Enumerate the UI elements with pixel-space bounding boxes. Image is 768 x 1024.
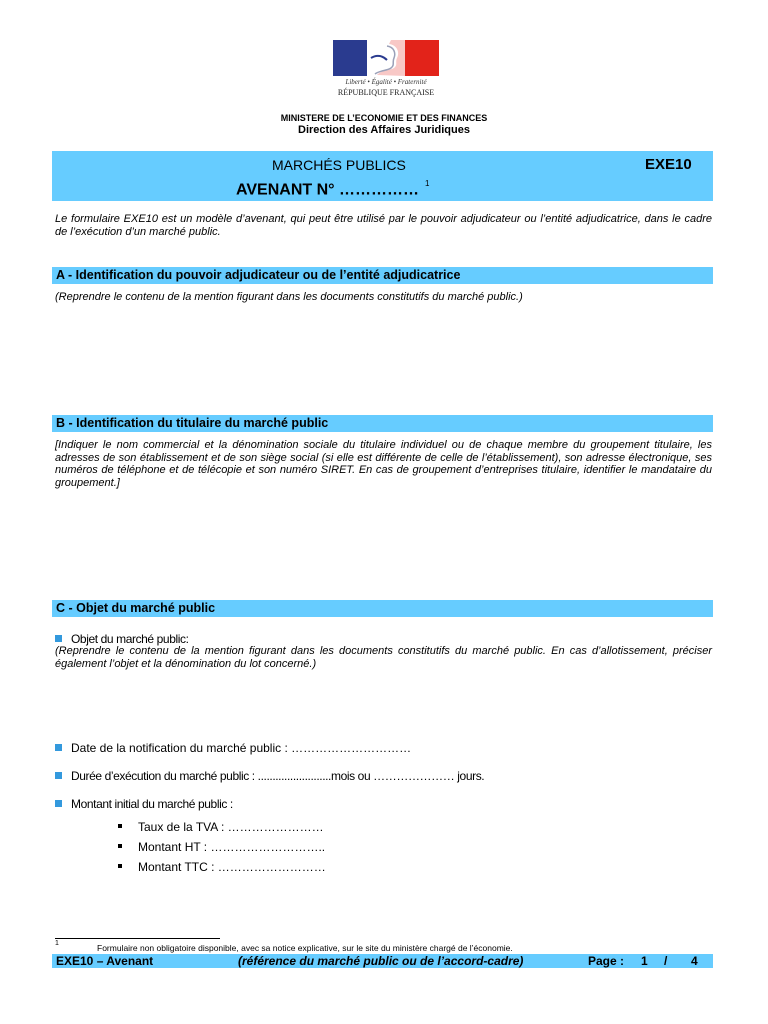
date-label: Date de la notification du marché public : ………………………… [71, 741, 412, 755]
footnote-number: 1 [55, 940, 59, 947]
bullet-icon [118, 824, 122, 828]
republic-logo [333, 40, 439, 104]
footer-page-total: 4 [691, 954, 698, 968]
section-b-note: [Indiquer le nom commercial et la dénomination sociale du titulaire individuel ou de chaque membre du groupement titulaire, les adresses de son établissement et de son siège social (si elle est différente de celle de l’établissement), son adresse électronique, ses numéros de téléphone et de télécopie et son numéro SIRET. En cas de groupement d’entreprises titulaire, identifier le mandataire du groupement.] [55, 439, 712, 489]
montant-label: Montant initial du marché public : [71, 797, 233, 811]
footnote-separator [55, 938, 220, 939]
date-item [55, 741, 411, 755]
tva-label: Taux de la TVA : …………………… [138, 820, 324, 834]
intro-text: Le formulaire EXE10 est un modèle d’avenant, qui peut être utilisé par le pouvoir adjudicateur ou l’entité adjudicatrice, dans le cadre de l’exécution d’un marché public. [55, 213, 712, 238]
form-code: EXE10 [645, 156, 692, 173]
duree-item [55, 769, 484, 783]
avenant-label: AVENANT N° …………… [236, 181, 419, 199]
bullet-icon [118, 844, 122, 848]
ttc-label: Montant TTC : ……………………… [138, 860, 326, 874]
footer-page-sep: / [664, 954, 668, 968]
tva-item [118, 820, 324, 834]
footer-page-label: Page : [588, 954, 625, 968]
direction-name: Direction des Affaires Juridiques [298, 124, 470, 136]
section-a-title: A - Identification du pouvoir adjudicateur ou de l’entité adjudicatrice [52, 267, 713, 284]
form-title: MARCHÉS PUBLICS [272, 157, 406, 173]
ht-label: Montant HT : ……………………….. [138, 840, 326, 854]
montant-item [55, 797, 233, 811]
bullet-square-icon [55, 744, 62, 751]
duree-label: Durée d’exécution du marché public : .........................mois ou ………………… jours. [71, 769, 485, 783]
objet-label: Objet du marché public: [71, 632, 189, 646]
ttc-item [118, 860, 326, 874]
section-c-title: C - Objet du marché public [52, 600, 713, 617]
avenant-number [236, 181, 429, 199]
bullet-square-icon [55, 772, 62, 779]
footer-form-name: EXE10 – Avenant [56, 954, 154, 968]
footer-reference: (référence du marché public ou de l’accord-cadre) [238, 954, 524, 968]
ht-item [118, 840, 325, 854]
section-b-title: B - Identification du titulaire du marché public [52, 415, 713, 432]
footnote-text: Formulaire non obligatoire disponible, avec sa notice explicative, sur le site du ministère chargé de l’économie. [97, 943, 513, 953]
objet-note: (Reprendre le contenu de la mention figurant dans les documents constitutifs du marché public. En cas d’allotissement, préciser également l’objet et la dénomination du lot concerné.) [55, 645, 712, 670]
footer-page-number: 1 [641, 954, 648, 968]
republic-motto: Liberté • Égalité • Fraternité [345, 78, 427, 86]
bullet-icon [118, 864, 122, 868]
section-a-note: (Reprendre le contenu de la mention figurant dans les documents constitutifs du marché public.) [55, 291, 523, 303]
bullet-square-icon [55, 635, 62, 642]
bullet-square-icon [55, 800, 62, 807]
republic-name: RÉPUBLIQUE FRANÇAISE [337, 88, 435, 97]
objet-item [55, 632, 189, 646]
page-footer [52, 954, 713, 968]
footnote-ref: 1 [425, 179, 430, 188]
marianne-flag-icon [333, 40, 439, 76]
ministry-name: MINISTERE DE L’ECONOMIE ET DES FINANCES [280, 113, 488, 123]
